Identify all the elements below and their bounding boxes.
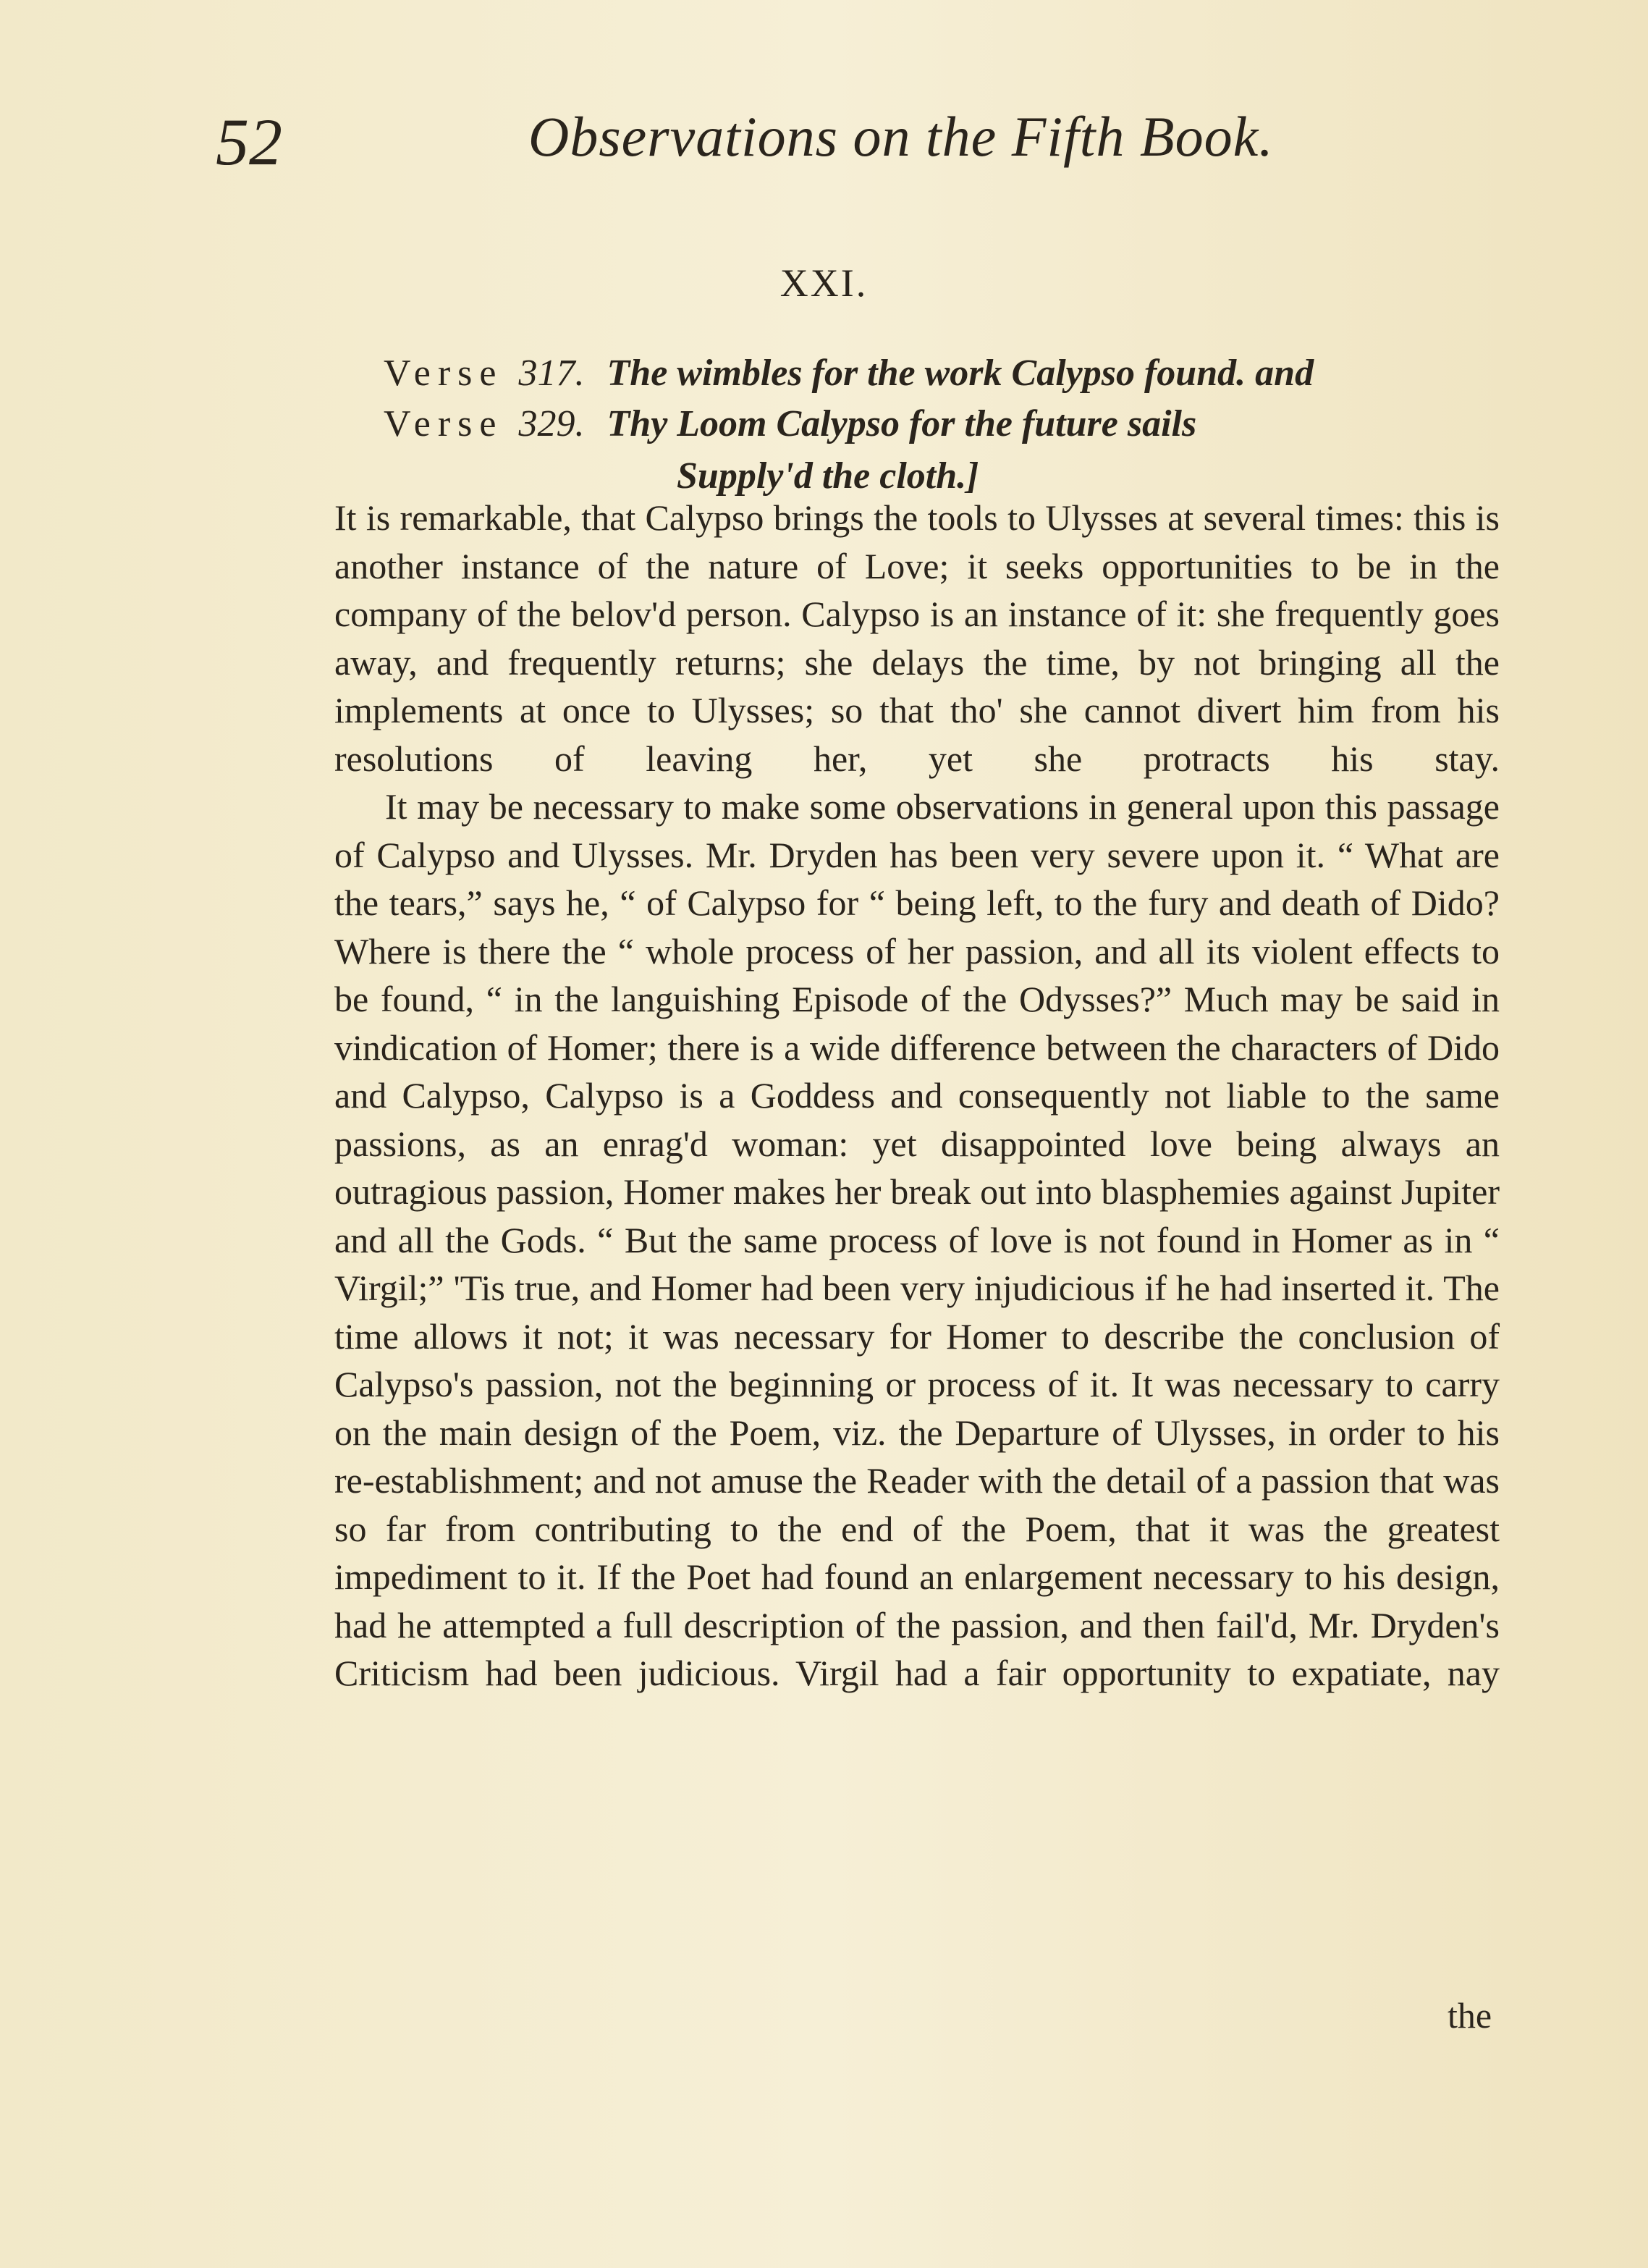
commentary-body xyxy=(334,494,1500,1698)
verse-line-number: 317. xyxy=(518,353,585,394)
page-number: 52 xyxy=(216,105,282,179)
verse-quote: Thy Loom Calypso for the future sails xyxy=(607,403,1197,444)
verse-reference xyxy=(384,405,1196,443)
verse-label: Verse xyxy=(384,353,504,394)
verse-quote: The wimbles for the work Calypso found. and xyxy=(607,353,1314,394)
section-number: XXI. xyxy=(779,261,869,305)
verse-label: Verse xyxy=(384,403,504,444)
running-head: Observations on the Fifth Book. xyxy=(528,105,1274,168)
verse-continuation: Supply'd the cloth.] xyxy=(677,455,979,497)
paragraph: It may be necessary to make some observations in general upon this passage of Calypso and Ulysses. Mr. Dryden has been very severe upon it. “ What are the tears,” says he, “ of Calypso for “ being left, to the fury and death of Dido? Where is there the “ whole process of her passion, and all its violent effects to be found, “ in the languishing Episode of the Odysses?” Much may be said in vindication of Homer; there is a wide difference between the characters of Dido and Calypso, Calypso is a Goddess and consequently not liable to the same passions, as an enrag'd woman: yet disappointed love being always an outragious passion, Homer makes her break out into blasphemies against Jupiter and all the Gods. “ But the same process of love is not found in Homer as in “ Virgil;” 'Tis true, and Homer had been very injudicious if he had inserted it. The time allows it not; it was necessary for Homer to describe the conclusion of Calypso's passion, not the beginning or process of it. It was necessary to carry on the main design of the Poem, viz. the Departure of Ulysses, in order to his re-establishment; and not amuse the Reader with the detail of a passion that was so far from contributing to the end of the Poem, that it was the greatest impediment to it. If the Poet had found an enlargement necessary to his design, had he attempted a full description of the passion, and then fail'd, Mr. Dryden's Criticism had been judicious. Virgil had a fair opportunity to expatiate, nay xyxy=(334,786,1500,1693)
paragraph: It is remarkable, that Calypso brings the tools to Ulysses at several times: this is another instance of the nature of Love; it seeks opportunities to be in the company of the belov'd person. Calypso is an instance of it: she frequently goes away, and frequently returns; she delays the time, by not bringing all the implements at once to Ulysses; so that tho' she cannot divert him from his resolutions of leaving her, yet she protracts his stay. xyxy=(334,497,1500,779)
verse-line-number: 329. xyxy=(518,403,585,444)
verse-reference xyxy=(384,355,1314,392)
catchword: the xyxy=(1448,1995,1492,2036)
